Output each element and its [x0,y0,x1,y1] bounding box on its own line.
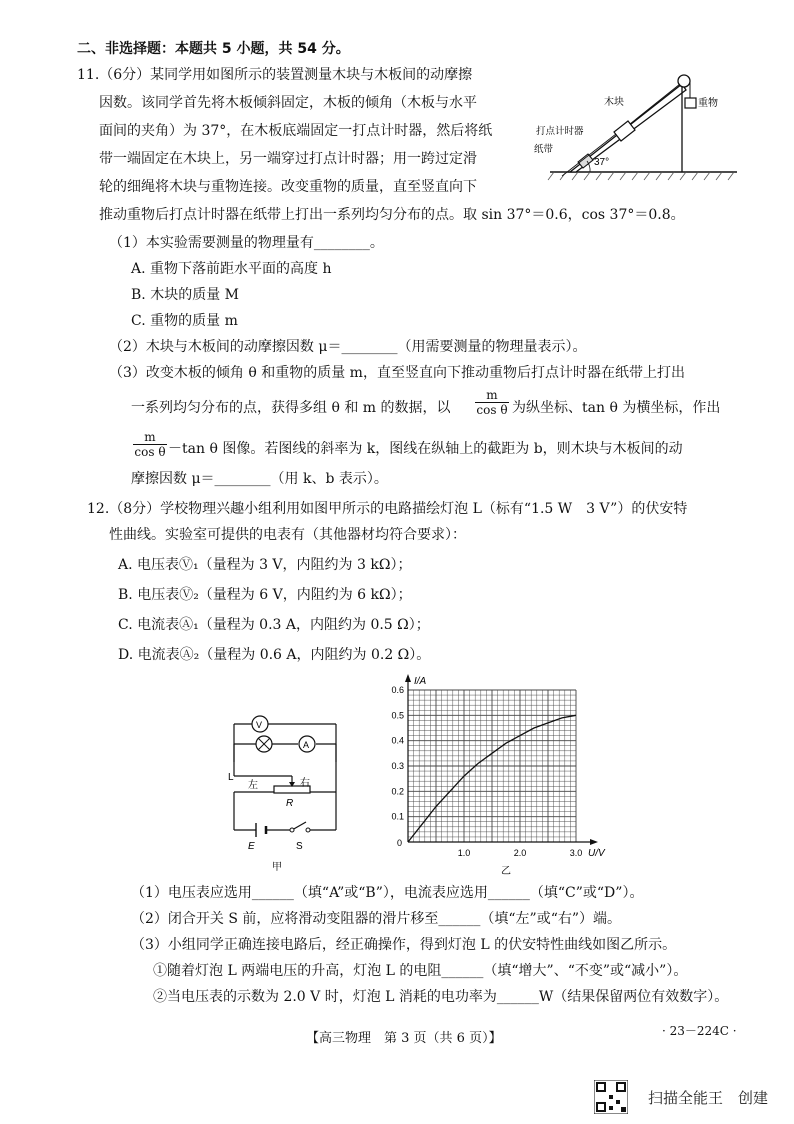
q11-p3-line2b: 为纵坐标、tan θ 为横坐标，作出 [512,400,721,416]
q11-line-1: 11.（6分）某同学用如图所示的装置测量木块与木板间的动摩擦 [77,67,473,83]
q12-option-b: B. 电压表Ⓥ₂（量程为 6 V，内阻约为 6 kΩ）； [118,587,412,603]
rheostat-left-label: 左 [248,780,258,791]
q11-line-6: 推动重物后打点计时器在纸带上打出一系列均匀分布的点。取 sin 37°＝0.6，cos 37°＝0.8。 [99,207,685,223]
switch-icon [290,828,294,832]
q12-p1: （1）电压表应选用______（填“A”或“B”），电流表应选用______（填“C”或“D”）。 [131,885,644,901]
y-axis-arrow [405,674,411,682]
x-tick-label: 1.0 [457,848,471,858]
circuit-diagram [226,706,346,874]
q11-p3-line4: 摩擦因数 μ＝________（用 k、b 表示）。 [131,471,388,487]
q12-option-a: A. 电压表Ⓥ₁（量程为 3 V，内阻约为 3 kΩ）； [118,557,412,573]
chart-caption: 乙 [501,866,511,877]
q11-p3-line2a: 一系列均匀分布的点，获得多组 θ 和 m 的数据，以 [131,400,451,416]
fraction-m-over-cos-2 [133,430,167,459]
x-axis-label: U/V [588,848,605,859]
q11-p2: （2）木块与木板间的动摩擦因数 μ＝________（用需要测量的物理量表示）。 [109,339,587,355]
weight-box [685,98,696,108]
frac-numerator-2: m [133,430,167,445]
qr-code-icon [594,1080,628,1114]
y-tick-label: 0.4 [391,735,404,746]
y-tick-label: 0.6 [391,685,404,695]
q11-option-b: B. 木块的质量 M [131,287,239,303]
rheostat-label: R [286,798,294,809]
frac-numerator: m [475,388,509,403]
q12-p3: （3）小组同学正确连接电路后，经正确操作，得到灯泡 L 的伏安特性曲线如图乙所示。 [131,937,677,953]
label-block: 木块 [604,97,624,108]
switch-label: S [296,841,303,852]
q12-p3-2: ②当电压表的示数为 2.0 V 时，灯泡 L 消耗的电功率为______W（结果保留两位有效数字）。 [153,989,729,1005]
x-tick-label: 2.0 [513,848,527,858]
x-axis-arrow [590,839,598,845]
q11-option-c: C. 重物的质量 m [131,313,238,329]
y-tick-label: 0.2 [391,786,404,797]
scanner-watermark: 扫描全能王 创建 [647,1089,768,1107]
iu-chart [380,670,620,880]
frac-denominator-2: cos θ [134,445,166,459]
label-tape: 纸带 [534,144,554,155]
q12-line-2: 性曲线。实验室可提供的电表有（其他器材均符合要求）： [109,527,466,543]
label-weight: 重物 [698,98,718,109]
circuit-caption: 甲 [272,862,282,873]
q11-option-a: A. 重物下落前距水平面的高度 h [131,261,332,277]
y-axis-label: I/A [414,676,427,687]
section-title: 二、非选择题：本题共 5 小题，共 54 分。 [77,41,350,57]
q11-line-2: 因数。该同学首先将木板倾斜固定，木板的倾角（木板与水平 [99,95,477,111]
frac-denominator: cos θ [476,403,508,417]
q12-option-d: D. 电流表Ⓐ₂（量程为 0.6 A，内阻约为 0.2 Ω）。 [118,647,431,663]
exam-code: · 23－224C · [662,1024,737,1038]
y-tick-label: 0.1 [391,811,404,822]
x-tick-label: 3.0 [569,848,583,858]
q11-line-5: 轮的细绳将木块与重物连接。改变重物的质量，直至竖直向下 [99,179,477,195]
y-tick-label: 0.5 [391,710,404,721]
y-tick-label: 0.3 [391,761,404,771]
lamp-label: L [228,772,234,783]
page-footer: 【高三物理 第 3 页（共 6 页）】 [306,1031,502,1046]
q11-line-3: 面间的夹角）为 37°，在木板底端固定一打点计时器，然后将纸 [99,123,493,139]
incline-figure [532,68,742,183]
label-timer: 打点计时器 [536,126,584,137]
q11-p1: （1）本实验需要测量的物理量有________。 [109,235,384,251]
battery-label: E [248,841,255,852]
voltmeter-label: V [256,720,263,730]
q12-p3-1: ①随着灯泡 L 两端电压的升高，灯泡 L 的电阻______（填“增大”、“不变”或“减小”）。 [153,963,688,979]
q12-p2: （2）闭合开关 S 前，应将滑动变阻器的滑片移至______（填“左”或“右”）端。 [131,911,622,927]
q11-p3-line1: （3）改变木板的倾角 θ 和重物的质量 m，直至竖直向下推动重物后打点计时器在纸带上打出 [109,365,685,381]
chart-grid [408,690,576,842]
q11-line-4: 带一端固定在木块上，另一端穿过打点计时器；用一跨过定滑 [99,151,477,167]
origin-label: 0 [396,838,402,848]
q12-option-c: C. 电流表Ⓐ₁（量程为 0.3 A，内阻约为 0.5 Ω）； [118,617,430,633]
q11-p3-line3b: －tan θ 图像。若图线的斜率为 k，图线在纵轴上的截距为 b，则木块与木板间的动 [168,441,683,457]
ammeter-label: A [303,740,310,750]
label-angle: 37° [594,157,610,168]
rheostat-right-label: 右 [300,778,310,789]
fraction-m-over-cos [475,388,509,417]
q12-line-1: 12.（8分）学校物理兴趣小组利用如图甲所示的电路描绘灯泡 L（标有“1.5 W 3 V”）的伏安特 [87,501,688,517]
